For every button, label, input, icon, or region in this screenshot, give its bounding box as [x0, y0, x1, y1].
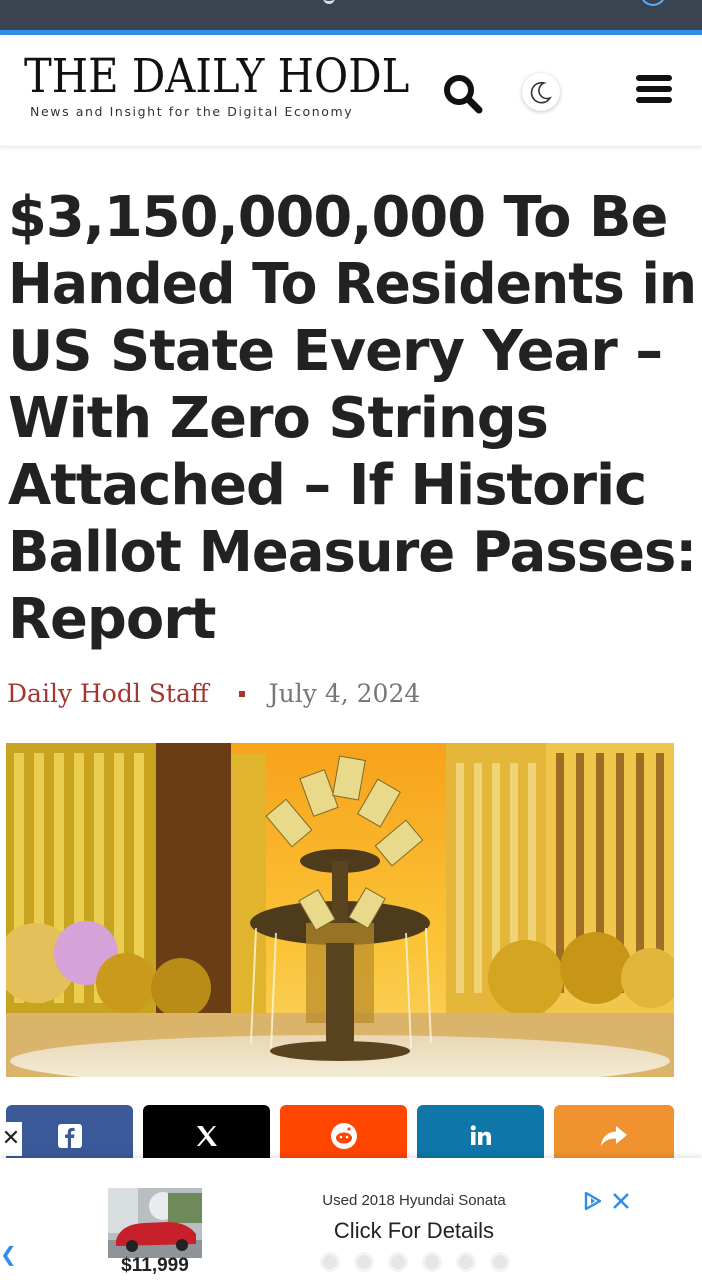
- linkedin-icon: [468, 1123, 494, 1149]
- site-header: [0, 35, 702, 147]
- info-icon[interactable]: [640, 0, 666, 6]
- site-logo[interactable]: THE DAILY HODL: [24, 49, 410, 104]
- hamburger-icon-bar: [636, 97, 672, 103]
- share-linkedin-button[interactable]: [417, 1105, 544, 1161]
- publish-date: July 4, 2024: [268, 679, 421, 708]
- ad-title[interactable]: Used 2018 Hyundai Sonata: [322, 1192, 506, 1209]
- byline-separator: [239, 691, 245, 697]
- headline-line: US State Every Year –: [8, 319, 663, 384]
- author-link[interactable]: Daily Hodl Staff: [7, 679, 209, 708]
- carousel-dot[interactable]: [490, 1252, 510, 1272]
- share-facebook-button[interactable]: [6, 1105, 133, 1161]
- ad-close-icon[interactable]: [610, 1190, 632, 1212]
- article-byline: [7, 679, 420, 708]
- headline-line: $3,150,000,000 To Be: [8, 185, 668, 250]
- dark-mode-toggle[interactable]: [522, 73, 560, 111]
- chevron-left-icon[interactable]: ❮: [0, 1242, 17, 1266]
- hero-image: [6, 743, 674, 1077]
- carousel-dot[interactable]: [354, 1252, 374, 1272]
- carousel-dot[interactable]: [388, 1252, 408, 1272]
- hamburger-icon-bar: [636, 86, 672, 92]
- ad-price: $11,999: [121, 1255, 189, 1276]
- headline-line: Handed To Residents in: [8, 252, 697, 317]
- search-button[interactable]: [440, 71, 486, 117]
- site-tagline: News and Insight for the Digital Economy: [30, 104, 354, 119]
- menu-button[interactable]: [636, 75, 676, 109]
- share-x-button[interactable]: [143, 1105, 270, 1161]
- article-headline: [8, 184, 698, 653]
- headline-line: Report: [8, 587, 216, 652]
- share-reddit-button[interactable]: [280, 1105, 407, 1161]
- hamburger-icon-bar: [636, 75, 672, 81]
- ad-carousel-dots: [320, 1252, 510, 1272]
- share-more-button[interactable]: [554, 1105, 674, 1161]
- ad-cta-link[interactable]: Click For Details: [333, 1218, 495, 1243]
- headline-line: Attached – If Historic: [8, 453, 647, 518]
- carousel-dot[interactable]: [456, 1252, 476, 1272]
- headline-line: Ballot Measure Passes:: [8, 520, 697, 585]
- share-arrow-icon: [600, 1124, 628, 1148]
- ad-car-image[interactable]: [108, 1188, 202, 1258]
- moon-icon: [522, 73, 560, 111]
- facebook-icon: [57, 1123, 83, 1149]
- ad-banner[interactable]: [0, 1158, 702, 1280]
- close-icon[interactable]: ✕: [0, 1122, 22, 1156]
- search-icon: [440, 71, 486, 117]
- adchoices-icon[interactable]: [582, 1190, 604, 1212]
- carousel-dot[interactable]: [422, 1252, 442, 1272]
- top-bar-glyph: [323, 0, 335, 4]
- headline-line: With Zero Strings: [8, 386, 548, 451]
- x-icon: [195, 1124, 219, 1148]
- carousel-dot[interactable]: [320, 1252, 340, 1272]
- reddit-icon: [330, 1122, 358, 1150]
- top-bar: [0, 0, 702, 30]
